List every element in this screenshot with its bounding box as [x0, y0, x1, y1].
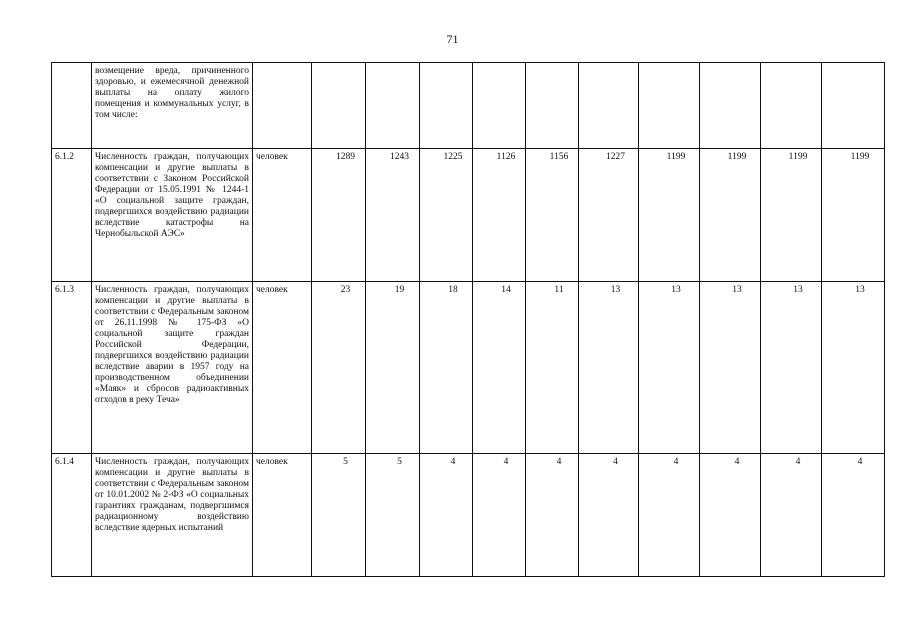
row-value: 14 — [473, 282, 526, 454]
row-value: 1243 — [366, 149, 420, 282]
row-value: 1126 — [473, 149, 526, 282]
table-row — [52, 149, 885, 282]
row-value — [420, 63, 473, 149]
row-value: 19 — [366, 282, 420, 454]
row-value: 13 — [700, 282, 761, 454]
row-value: 5 — [366, 454, 420, 577]
row-value: 4 — [639, 454, 700, 577]
row-value: 4 — [526, 454, 579, 577]
row-unit: человек — [253, 282, 312, 454]
row-value: 1289 — [312, 149, 366, 282]
data-table — [51, 62, 885, 577]
row-value — [700, 63, 761, 149]
row-number: 6.1.2 — [52, 149, 92, 282]
row-value: 13 — [579, 282, 639, 454]
row-value — [579, 63, 639, 149]
row-value: 18 — [420, 282, 473, 454]
row-value — [822, 63, 885, 149]
row-description: возмещение вреда, причиненного здоровью, и ежемесячной денежной выплаты на оплату жилого помещения и коммунальных услуг, в том числе: — [92, 63, 253, 149]
row-value: 23 — [312, 282, 366, 454]
row-number — [52, 63, 92, 149]
row-number: 6.1.3 — [52, 282, 92, 454]
row-value — [473, 63, 526, 149]
row-description: Численность граждан, получающих компенсации и другие выплаты в соответствии с Федеральным законом от 10.01.2002 № 2-ФЗ «О социальных гарантиях гражданам, подвергшимся радиационному воздействию вследствие ядерных испытаний — [92, 454, 253, 577]
row-value: 1199 — [822, 149, 885, 282]
row-value: 1199 — [639, 149, 700, 282]
page-number: 71 — [446, 32, 459, 46]
row-value — [526, 63, 579, 149]
row-value — [639, 63, 700, 149]
row-value: 5 — [312, 454, 366, 577]
row-value: 1225 — [420, 149, 473, 282]
row-value: 1156 — [526, 149, 579, 282]
row-description: Численность граждан, получающих компенсации и другие выплаты в соответствии с Законом Российской Федерации от 15.05.1991 № 1244-1 «О социальной защите граждан, подвергшихся воздействию радиации вследствие катастрофы на Чернобыльской АЭС» — [92, 149, 253, 282]
row-value: 4 — [700, 454, 761, 577]
row-value: 4 — [579, 454, 639, 577]
row-value — [761, 63, 822, 149]
row-value: 13 — [822, 282, 885, 454]
row-value: 4 — [822, 454, 885, 577]
row-value: 4 — [473, 454, 526, 577]
row-value: 4 — [420, 454, 473, 577]
row-description: Численность граждан, получающих компенсации и другие выплаты в соответствии с Федеральным законом от 26.11.1998 № 175-ФЗ «О социальной защите граждан Российской Федерации, подвергшихся воздействию радиации вследствие аварии в 1957 году на производственном объединении «Маяк» и сбросов радиоактивных отходов в реку Теча» — [92, 282, 253, 454]
row-value: 1227 — [579, 149, 639, 282]
table-row — [52, 282, 885, 454]
row-value: 1199 — [761, 149, 822, 282]
row-value — [312, 63, 366, 149]
table-row — [52, 63, 885, 149]
row-value: 11 — [526, 282, 579, 454]
row-value: 1199 — [700, 149, 761, 282]
table-row — [52, 454, 885, 577]
row-unit: человек — [253, 149, 312, 282]
row-value: 4 — [761, 454, 822, 577]
row-unit: человек — [253, 454, 312, 577]
row-value: 13 — [761, 282, 822, 454]
row-value: 13 — [639, 282, 700, 454]
row-number: 6.1.4 — [52, 454, 92, 577]
row-value — [366, 63, 420, 149]
row-unit — [253, 63, 312, 149]
